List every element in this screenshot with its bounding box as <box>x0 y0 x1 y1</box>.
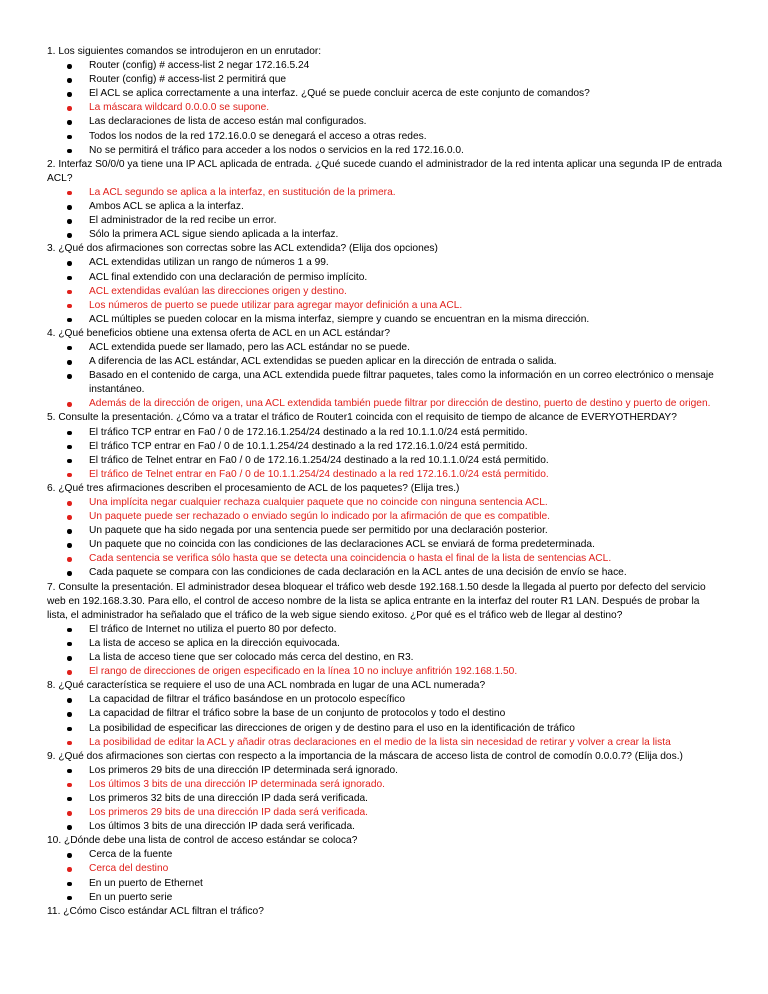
bullet-icon <box>67 656 72 661</box>
bullet-icon <box>67 290 72 295</box>
answer-text: La ACL segundo se aplica a la interfaz, en sustitución de la primera. <box>89 186 396 198</box>
bullet-icon <box>67 882 72 887</box>
answer-text: En un puerto de Ethernet <box>89 877 203 889</box>
bullet-icon <box>67 191 72 196</box>
answer-text: Las declaraciones de lista de acceso están mal configurados. <box>89 116 367 128</box>
answer-text: Además de la dirección de origen, una ACL extendida también puede filtrar por dirección de destino, puerto de destino y puerto de origen. <box>89 398 711 410</box>
bullet-icon <box>67 92 72 97</box>
answer-list <box>47 693 722 749</box>
bullet-icon <box>67 811 72 816</box>
bullet-icon <box>67 867 72 872</box>
bullet-icon <box>67 571 72 576</box>
question-block <box>47 581 722 680</box>
bullet-icon <box>67 853 72 858</box>
answer-text: Un paquete que no coincida con las condiciones de las declaraciones ACL se enviará de forma predeterminada. <box>89 539 595 551</box>
question-block <box>47 45 722 158</box>
answer-text: Un paquete que ha sido negada por una sentencia puede ser permitido por una declaración posterior. <box>89 525 548 537</box>
bullet-icon <box>67 896 72 901</box>
question-text: 8. ¿Qué característica se requiere el uso de una ACL nombrada en lugar de una ACL numerada? <box>47 680 486 692</box>
question-block <box>47 834 722 904</box>
answer-text: El tráfico de Telnet entrar en Fa0 / 0 de 10.1.1.254/24 destinado a la red 172.16.1.0/24 está permitido. <box>89 468 549 480</box>
answer-option <box>47 877 722 891</box>
bullet-icon <box>67 402 72 407</box>
answer-option <box>47 764 722 778</box>
answer-list <box>47 341 722 411</box>
answer-option <box>47 820 722 834</box>
answer-option <box>47 313 722 327</box>
answer-option <box>47 651 722 665</box>
question-block <box>47 905 722 919</box>
answer-option-correct <box>47 299 722 313</box>
bullet-icon <box>67 501 72 506</box>
answer-list <box>47 848 722 904</box>
bullet-icon <box>67 233 72 238</box>
bullet-icon <box>67 529 72 534</box>
answer-option <box>47 637 722 651</box>
answer-text: El administrador de la red recibe un error. <box>89 215 277 227</box>
answer-option <box>47 341 722 355</box>
answer-text: Cerca del destino <box>89 863 169 875</box>
answer-text: El rango de direcciones de origen especificado en la línea 10 no incluye anfitrión 192.168.1.50. <box>89 666 518 678</box>
answer-option-correct <box>47 806 722 820</box>
answer-option <box>47 722 722 736</box>
question-text: 4. ¿Qué beneficios obtiene una extensa oferta de ACL en un ACL estándar? <box>47 327 391 339</box>
answer-option <box>47 115 722 129</box>
answer-text: El tráfico TCP entrar en Fa0 / 0 de 172.16.1.254/24 destinado a la red 10.1.1.0/24 está permitido. <box>89 426 528 438</box>
answer-option <box>47 200 722 214</box>
bullet-icon <box>67 360 72 365</box>
answer-option <box>47 228 722 242</box>
bullet-icon <box>67 78 72 83</box>
bullet-icon <box>67 106 72 111</box>
answer-text: La capacidad de filtrar el tráfico basándose en un protocolo específico <box>89 694 406 706</box>
answer-option <box>47 256 722 270</box>
answer-text: Router (config) # access-list 2 negar 172.16.5.24 <box>89 60 310 72</box>
bullet-icon <box>67 769 72 774</box>
bullet-icon <box>67 135 72 140</box>
answer-list <box>47 59 722 158</box>
answer-option <box>47 538 722 552</box>
answer-text: Router (config) # access-list 2 permitirá que <box>89 74 287 86</box>
answer-text: Sólo la primera ACL sigue siendo aplicada a la interfaz. <box>89 229 339 241</box>
answer-text: Un paquete puede ser rechazado o enviado según lo indicado por la afirmación de que es compatible. <box>89 511 551 523</box>
question-text: 6. ¿Qué tres afirmaciones describen el procesamiento de ACL de los paquetes? (Elija tres.) <box>47 482 460 494</box>
bullet-icon <box>67 741 72 746</box>
answer-list <box>47 256 722 326</box>
answer-option <box>47 623 722 637</box>
answer-text: El tráfico de Telnet entrar en Fa0 / 0 de 172.16.1.254/24 destinado a la red 10.1.1.0/24 está permitido. <box>89 454 549 466</box>
answer-text: El ACL se aplica correctamente a una interfaz. ¿Qué se puede concluir acerca de este conjunto de comandos? <box>89 88 590 100</box>
answer-option-correct <box>47 510 722 524</box>
answer-option-correct <box>47 552 722 566</box>
bullet-icon <box>67 149 72 154</box>
question-block <box>47 158 722 243</box>
answer-option-correct <box>47 665 722 679</box>
bullet-icon <box>67 205 72 210</box>
answer-text: Ambos ACL se aplica a la interfaz. <box>89 201 244 213</box>
answer-option <box>47 440 722 454</box>
question-block <box>47 679 722 749</box>
answer-list <box>47 623 722 679</box>
bullet-icon <box>67 64 72 69</box>
bullet-icon <box>67 783 72 788</box>
answer-text: Los números de puerto se puede utilizar para agregar mayor definición a una ACL. <box>89 299 463 311</box>
answer-option <box>47 848 722 862</box>
answer-option-correct <box>47 736 722 750</box>
bullet-icon <box>67 459 72 464</box>
question-block <box>47 327 722 412</box>
question-block <box>47 242 722 327</box>
answer-option <box>47 707 722 721</box>
answer-text: Los primeros 29 bits de una dirección IP dada será verificada. <box>89 807 368 819</box>
answer-text: El tráfico de Internet no utiliza el puerto 80 por defecto. <box>89 623 337 635</box>
answer-text: Cerca de la fuente <box>89 849 173 861</box>
answer-option <box>47 891 722 905</box>
bullet-icon <box>67 515 72 520</box>
bullet-icon <box>67 219 72 224</box>
answer-text: El tráfico TCP entrar en Fa0 / 0 de 10.1.1.254/24 destinado a la red 172.16.1.0/24 está permitido. <box>89 440 528 452</box>
answer-text: La posibilidad de especificar las direcciones de origen y de destino para el uso en la identificación de tráfico <box>89 722 575 734</box>
answer-text: Una implícita negar cualquier rechaza cualquier paquete que no coincide con ninguna sentencia ACL. <box>89 497 548 508</box>
bullet-icon <box>67 628 72 633</box>
answer-text: ACL extendidas utilizan un rango de números 1 a 99. <box>89 257 329 269</box>
answer-option-correct <box>47 285 722 299</box>
question-text: 1. Los siguientes comandos se introdujeron en un enrutador: <box>47 46 322 57</box>
answer-option <box>47 454 722 468</box>
answer-text: Los últimos 3 bits de una dirección IP determinada será ignorado. <box>89 778 385 790</box>
answer-text: Los últimos 3 bits de una dirección IP dada será verificada. <box>89 821 355 833</box>
answer-text: La lista de acceso se aplica en la dirección equivocada. <box>89 637 340 649</box>
answer-list <box>47 764 722 834</box>
answer-text: ACL extendida puede ser llamado, pero las ACL estándar no se puede. <box>89 341 410 353</box>
question-text: 10. ¿Dónde debe una lista de control de acceso estándar se coloca? <box>47 835 358 847</box>
answer-list <box>47 426 722 482</box>
question-text: 2. Interfaz S0/0/0 ya tiene una IP ACL aplicada de entrada. ¿Qué sucede cuando el administrador de la red intenta aplicar una segunda IP de entrada ACL? <box>47 158 722 184</box>
answer-option <box>47 87 722 101</box>
answer-text: A diferencia de las ACL estándar, ACL extendidas se pueden aplicar en la dirección de entrada o salida. <box>89 356 557 368</box>
bullet-icon <box>67 543 72 548</box>
answer-text: Los primeros 32 bits de una dirección IP dada será verificada. <box>89 792 368 804</box>
answer-text: La máscara wildcard 0.0.0.0 se supone. <box>89 102 270 114</box>
bullet-icon <box>67 374 72 379</box>
answer-option-correct <box>47 101 722 115</box>
question-block <box>47 482 722 581</box>
answer-option <box>47 693 722 707</box>
answer-text: No se permitirá el tráfico para acceder a los nodos o servicios en la red 172.16.0.0. <box>89 144 464 156</box>
bullet-icon <box>67 670 72 675</box>
bullet-icon <box>67 445 72 450</box>
answer-option <box>47 566 722 580</box>
answer-option <box>47 271 722 285</box>
answer-option <box>47 144 722 158</box>
answer-option-correct <box>47 468 722 482</box>
answer-option-correct <box>47 778 722 792</box>
answer-list <box>47 186 722 242</box>
bullet-icon <box>67 473 72 478</box>
bullet-icon <box>67 346 72 351</box>
answer-option <box>47 214 722 228</box>
answer-text: La posibilidad de editar la ACL y añadir otras declaraciones en el medio de la lista sin necesidad de retirar y volver a crear la lista <box>89 736 671 748</box>
answer-option-correct <box>47 862 722 876</box>
bullet-icon <box>67 825 72 830</box>
question-text: 11. ¿Cómo Cisco estándar ACL filtran el tráfico? <box>47 905 264 917</box>
answer-text: ACL extendidas evalúan las direcciones origen y destino. <box>89 285 347 297</box>
answer-text: ACL múltiples se pueden colocar en la misma interfaz, siempre y cuando se encuentran en la misma dirección. <box>89 313 590 325</box>
question-text: 7. Consulte la presentación. El administrador desea bloquear el tráfico web desde 192.168.1.50 desde la llegada al puerto por defecto del servicio web en 192.168.3.30. Para ello, el control de acceso nombre de la lista se aplica entrante en la interfaz del router R1 LAN. Después de probar la lista, el administrador ha señalado que el tráfico de la web sigue siendo exitoso. ¿Por qué es el tráfico web de llegar al destino? <box>47 581 706 621</box>
bullet-icon <box>67 304 72 309</box>
bullet-icon <box>67 276 72 281</box>
bullet-icon <box>67 712 72 717</box>
answer-text: Cada sentencia se verifica sólo hasta que se detecta una coincidencia o hasta el final de la lista de sentencias ACL. <box>89 553 612 565</box>
answer-option <box>47 130 722 144</box>
bullet-icon <box>67 120 72 125</box>
bullet-icon <box>67 557 72 562</box>
answer-option <box>47 73 722 87</box>
answer-option <box>47 426 722 440</box>
answer-text: ACL final extendido con una declaración de permiso implícito. <box>89 271 368 283</box>
answer-text: Basado en el contenido de carga, una ACL extendida puede filtrar paquetes, tales como la información en un correo electrónico o mensaje instantáneo. <box>89 370 714 396</box>
answer-option <box>47 524 722 538</box>
question-text: 3. ¿Qué dos afirmaciones son correctas sobre las ACL extendida? (Elija dos opciones) <box>47 243 438 255</box>
bullet-icon <box>67 698 72 703</box>
bullet-icon <box>67 431 72 436</box>
answer-option <box>47 355 722 369</box>
answer-text: La capacidad de filtrar el tráfico sobre la base de un conjunto de protocolos y todo el destino <box>89 708 506 720</box>
question-text: 5. Consulte la presentación. ¿Cómo va a tratar el tráfico de Router1 coincida con el requisito de tiempo de alcance de EVERYOTHERDAY? <box>47 412 677 424</box>
answer-text: Cada paquete se compara con las condiciones de cada declaración en la ACL antes de una decisión de envío se hace. <box>89 567 627 579</box>
answer-option <box>47 369 722 397</box>
bullet-icon <box>67 727 72 732</box>
document-page <box>47 45 722 919</box>
answer-text: En un puerto serie <box>89 891 173 903</box>
bullet-icon <box>67 797 72 802</box>
answer-option-correct <box>47 397 722 411</box>
answer-text: Los primeros 29 bits de una dirección IP determinada será ignorado. <box>89 764 399 776</box>
answer-text: La lista de acceso tiene que ser colocado más cerca del destino, en R3. <box>89 652 414 664</box>
bullet-icon <box>67 318 72 323</box>
question-block <box>47 411 722 481</box>
answer-option <box>47 59 722 73</box>
answer-option-correct <box>47 496 722 510</box>
bullet-icon <box>67 642 72 647</box>
question-block <box>47 750 722 835</box>
question-text: 9. ¿Qué dos afirmaciones son ciertas con respecto a la importancia de la máscara de acceso lista de control de comodín 0.0.0.7? (Elija dos.) <box>47 750 683 762</box>
bullet-icon <box>67 261 72 266</box>
answer-list <box>47 496 722 581</box>
answer-option-correct <box>47 186 722 200</box>
answer-option <box>47 792 722 806</box>
answer-text: Todos los nodos de la red 172.16.0.0 se denegará el acceso a otras redes. <box>89 130 427 142</box>
